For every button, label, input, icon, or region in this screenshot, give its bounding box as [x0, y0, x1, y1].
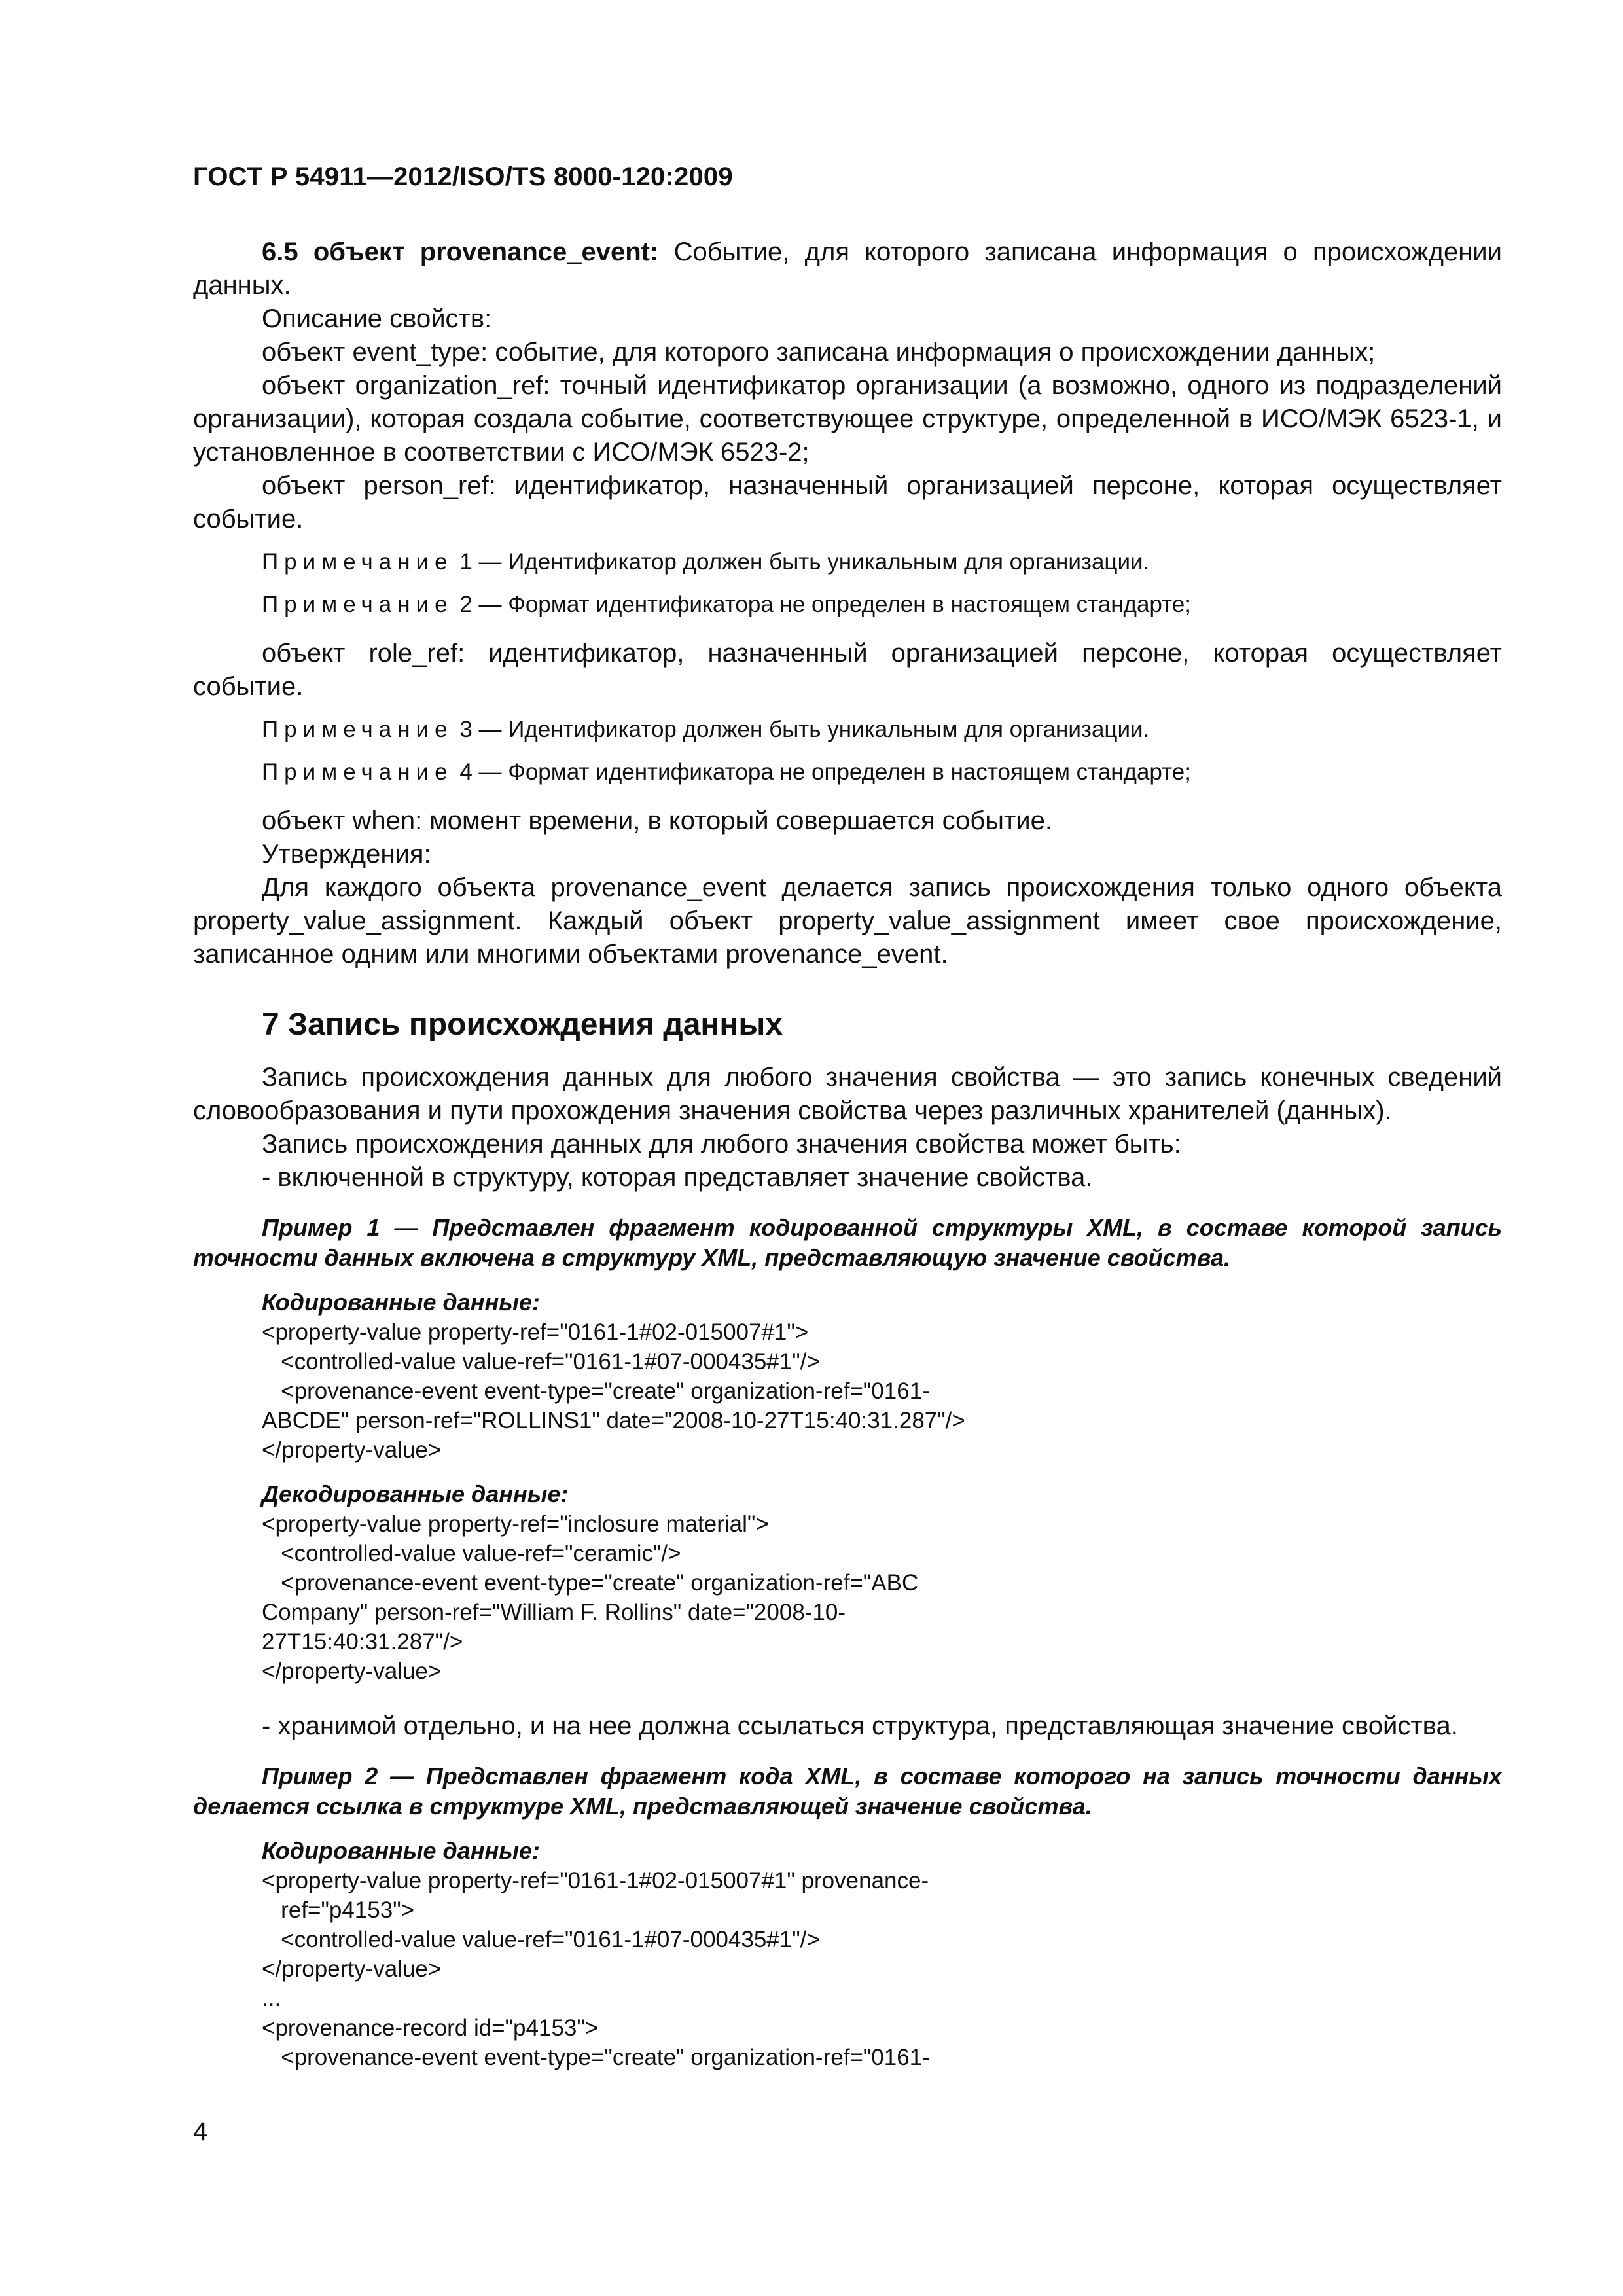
coded-data-label-2: Кодированные данные:: [262, 1837, 541, 1864]
note-label: Примечание: [262, 717, 454, 742]
list-item-1: - включенной в структуру, которая представляет значение свойства.: [262, 1163, 1093, 1192]
note-4: [262, 756, 1502, 789]
note-1: [262, 546, 1502, 579]
example-2: Пример 2 — Представлен фрагмент кода XML, в составе которого на запись точности данных делается ссылка в структуре XML, представляющей значение свойства.: [193, 1763, 1502, 1820]
code-block-decoded-1: <property-value property-ref="inclosure material"> <controlled-value value-ref="ceramic"/> <provenance-event event-type="create" organization-ref="ABC Company" person-ref="William F. Rollins" date="2008-10- 27T15:40:31.287"/> </property-value>: [262, 1511, 919, 1684]
code-block-coded-2: <property-value property-ref="0161-1#02-015007#1" provenance- ref="p4153"> <controlled-value value-ref="0161-1#07-000435#1"/> </property-value> ... <provenance-record id="p4153"> <provenance-event event-type="create" organization-ref="0161-: [262, 1868, 930, 2070]
section-6-5-lead: [193, 236, 1502, 302]
list-item-2: - хранимой отдельно, и на нее должна ссылаться структура, представляющая значение свойства.: [262, 1712, 1458, 1740]
note-2: [262, 588, 1502, 621]
section-7-paragraph-2: Запись происхождения данных для любого значения свойства может быть:: [262, 1130, 1181, 1158]
note-text: 3 — Идентификатор должен быть уникальным для организации.: [453, 717, 1150, 742]
coded-data-label-1: Кодированные данные:: [262, 1289, 541, 1316]
prop-role-ref: объект role_ref: идентификатор, назначенный организацией персоне, которая осуществляет событие.: [193, 639, 1502, 701]
properties-label: Описание свойств:: [262, 304, 492, 333]
page-content: [193, 236, 1502, 2072]
section-7-title: 7 Запись происхождения данных: [262, 1007, 783, 1042]
page-header: ГОСТ Р 54911—2012/ISO/TS 8000-120:2009: [193, 162, 733, 191]
decoded-data-label-1: Декодированные данные:: [262, 1480, 569, 1507]
note-label: Примечание: [262, 592, 454, 617]
section-7-paragraph-1: Запись происхождения данных для любого значения свойства — это запись конечных сведений словообразования и пути прохождения значения свойства через различных хранителей (данных).: [193, 1063, 1502, 1125]
note-text: 2 — Формат идентификатора не определен в настоящем стандарте;: [453, 592, 1191, 617]
prop-organization-ref: объект organization_ref: точный идентификатор организации (а возможно, одного из подразделений организации), которая создала событие, соответствующее структуре, определенной в ИСО/МЭК 6523-1, и установленное в соответствии с ИСО/МЭК 6523-2;: [193, 371, 1502, 467]
code-block-coded-1: <property-value property-ref="0161-1#02-015007#1"> <controlled-value value-ref="0161-1#07-000435#1"/> <provenance-event event-type="create" organization-ref="0161- ABCDE" person-ref="ROLLINS1" date="2008-10-27T15:40:31.287"/> </property-value>: [262, 1319, 965, 1463]
prop-when: объект when: момент времени, в который совершается событие.: [262, 806, 1052, 835]
page-number: 4: [193, 2117, 208, 2146]
note-3: [262, 713, 1502, 746]
note-text: 1 — Идентификатор должен быть уникальным для организации.: [453, 549, 1150, 575]
example-1: Пример 1 — Представлен фрагмент кодированной структуры XML, в составе которой запись точности данных включена в структуру XML, представляющую значение свойства.: [193, 1214, 1502, 1271]
prop-person-ref: объект person_ref: идентификатор, назначенный организацией персоне, которая осуществляет событие.: [193, 471, 1502, 533]
note-label: Примечание: [262, 549, 454, 575]
prop-event-type: объект event_type: событие, для которого записана информация о происхождении данных;: [262, 338, 1376, 367]
section-6-5-definition: Событие, для которого записана информация о происхождении данных.: [193, 238, 1502, 300]
note-label: Примечание: [262, 759, 454, 785]
section-6-5-term: 6.5 объект provenance_event:: [262, 238, 659, 266]
assertions-text: Для каждого объекта provenance_event делается запись происхождения только одного объекта property_value_assignment. Каждый объект property_value_assignment имеет свое происхождение, записанное одним или многими объектами provenance_event.: [193, 873, 1502, 969]
assertions-label: Утверждения:: [262, 840, 431, 869]
note-text: 4 — Формат идентификатора не определен в настоящем стандарте;: [453, 759, 1191, 785]
